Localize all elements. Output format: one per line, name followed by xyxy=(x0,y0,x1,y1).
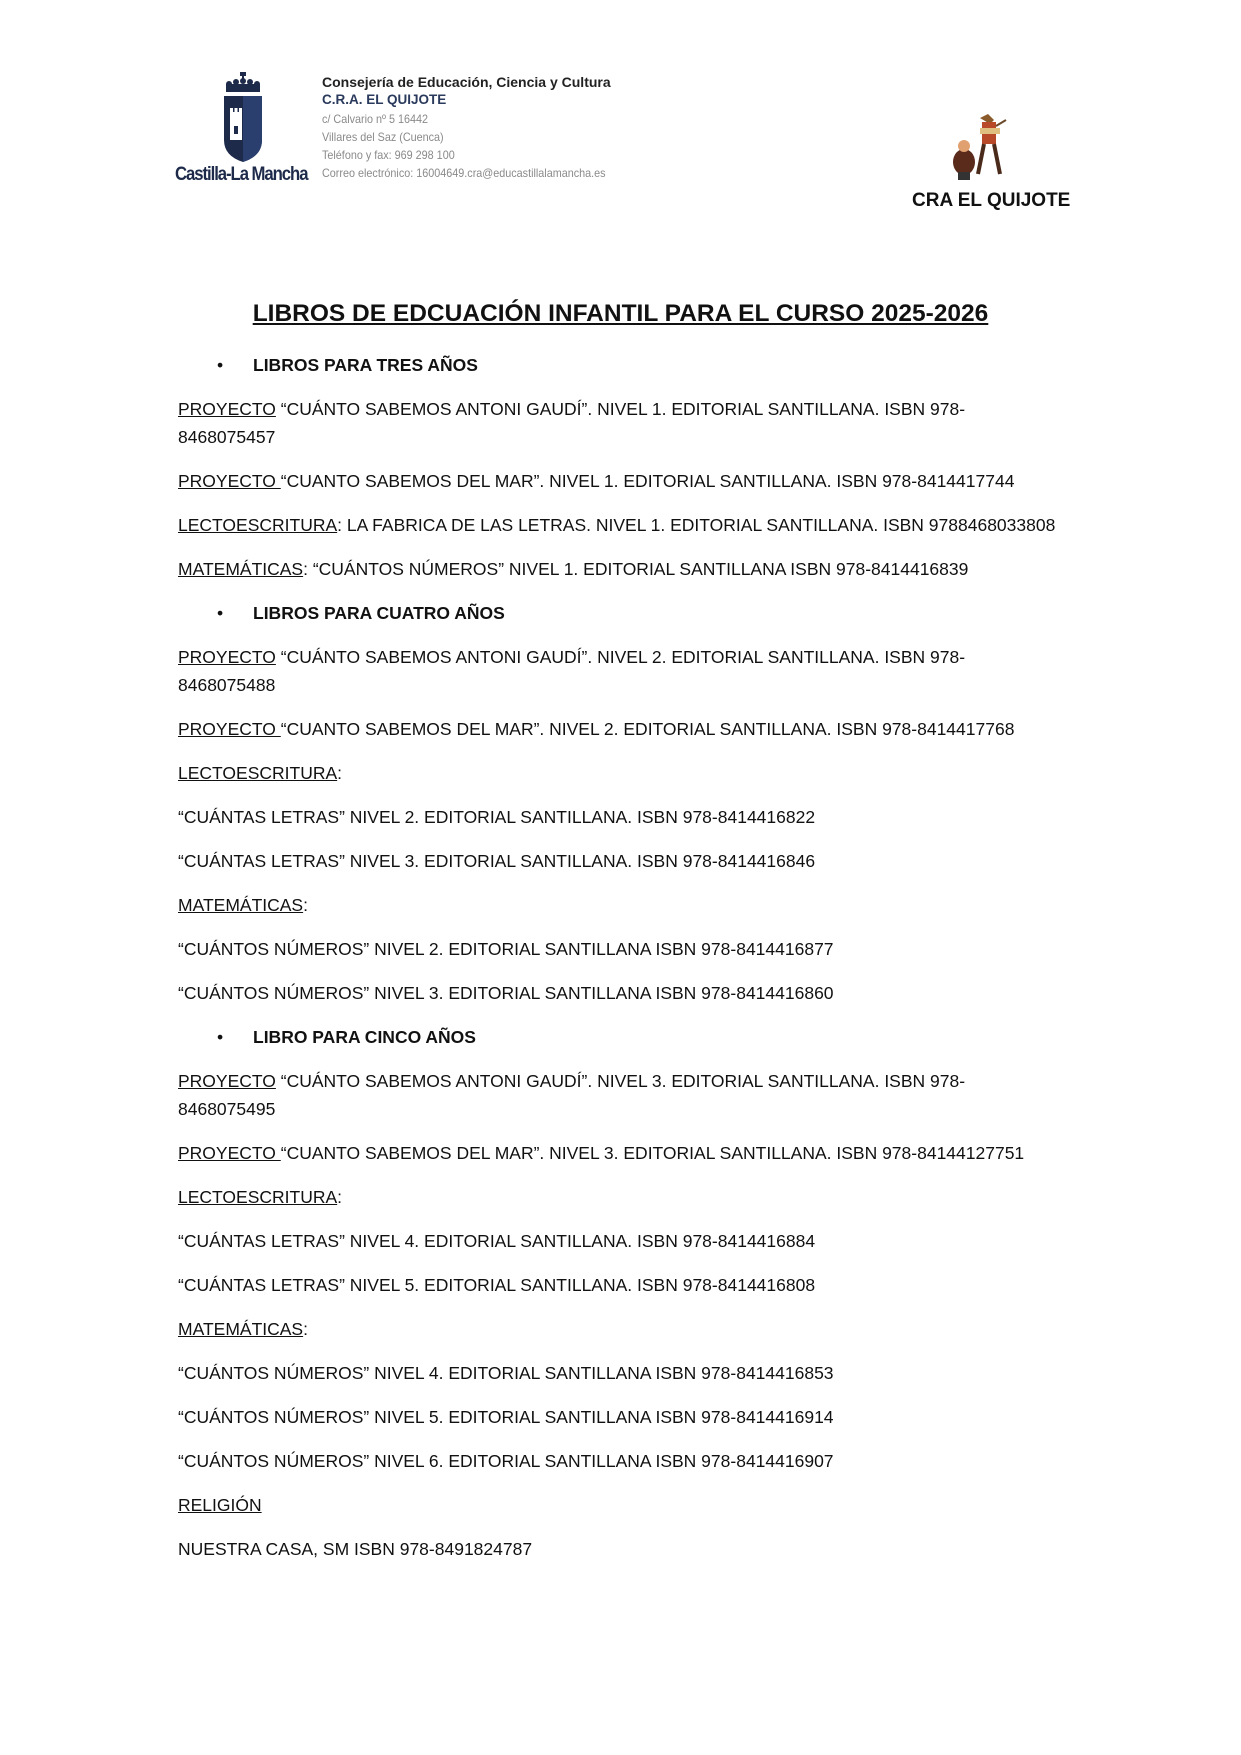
quijote-figure-icon xyxy=(950,112,1010,184)
book-entry xyxy=(178,715,1078,743)
entry-label: PROYECTO xyxy=(178,1071,276,1091)
book-entry xyxy=(178,1067,1078,1095)
entry-label: MATEMÁTICAS xyxy=(178,1319,304,1339)
book-entry-continuation: 8468075495 xyxy=(178,1099,276,1119)
org-phone: Teléfono y fax: 969 298 100 xyxy=(322,148,455,162)
entry-label: PROYECTO xyxy=(178,647,276,667)
entry-text: “CUANTO SABEMOS DEL MAR”. NIVEL 1. EDITORIAL SANTILLANA. ISBN 978-8414417744 xyxy=(280,471,1015,491)
label-colon: : xyxy=(337,1187,343,1207)
label-colon: : xyxy=(337,763,343,783)
section-heading-text: LIBRO PARA CINCO AÑOS xyxy=(253,1027,476,1047)
entry-label: LECTOESCRITURA xyxy=(178,763,338,783)
entry-text: : LA FABRICA DE LAS LETRAS. NIVEL 1. EDITORIAL SANTILLANA. ISBN 9788468033808 xyxy=(337,515,1056,535)
entry-text: “CUÁNTO SABEMOS ANTONI GAUDÍ”. NIVEL 2. EDITORIAL SANTILLANA. ISBN 978- xyxy=(275,647,966,667)
entry-label: MATEMÁTICAS xyxy=(178,559,304,579)
entry-text: : “CUÁNTOS NÚMEROS” NIVEL 1. EDITORIAL SANTILLANA ISBN 978-8414416839 xyxy=(303,559,969,579)
organization-info xyxy=(322,74,742,182)
entry-label: PROYECTO xyxy=(178,471,281,491)
book-entry xyxy=(178,1139,1078,1167)
book-entry: “CUÁNTAS LETRAS” NIVEL 3. EDITORIAL SANTILLANA. ISBN 978-8414416846 xyxy=(178,851,816,871)
book-entry: “CUÁNTAS LETRAS” NIVEL 4. EDITORIAL SANTILLANA. ISBN 978-8414416884 xyxy=(178,1231,816,1251)
school-name: CRA EL QUIJOTE xyxy=(912,190,1071,211)
entry-label: MATEMÁTICAS xyxy=(178,895,304,915)
book-entry: “CUÁNTOS NÚMEROS” NIVEL 4. EDITORIAL SANTILLANA ISBN 978-8414416853 xyxy=(178,1363,834,1383)
book-entry: “CUÁNTOS NÚMEROS” NIVEL 5. EDITORIAL SANTILLANA ISBN 978-8414416914 xyxy=(178,1407,834,1427)
castle-crest-icon xyxy=(220,72,266,164)
book-entry: “CUÁNTAS LETRAS” NIVEL 2. EDITORIAL SANTILLANA. ISBN 978-8414416822 xyxy=(178,807,816,827)
book-entry xyxy=(178,511,1078,539)
castilla-la-mancha-logo xyxy=(175,72,310,190)
subsection-label xyxy=(178,891,1078,919)
page-title: LIBROS DE EDCUACIÓN INFANTIL PARA EL CURSO 2025-2026 xyxy=(252,300,989,327)
entry-text: “CUÁNTO SABEMOS ANTONI GAUDÍ”. NIVEL 1. EDITORIAL SANTILLANA. ISBN 978- xyxy=(275,399,966,419)
entry-text: “CUÁNTO SABEMOS ANTONI GAUDÍ”. NIVEL 3. EDITORIAL SANTILLANA. ISBN 978- xyxy=(275,1071,966,1091)
book-entry-continuation: 8468075457 xyxy=(178,427,276,447)
book-entry xyxy=(178,643,1078,671)
org-town: Villares del Saz (Cuenca) xyxy=(322,130,444,144)
book-entry: “CUÁNTOS NÚMEROS” NIVEL 2. EDITORIAL SANTILLANA ISBN 978-8414416877 xyxy=(178,939,834,959)
subsection-label xyxy=(178,759,1078,787)
entry-label: PROYECTO xyxy=(178,399,276,419)
label-colon: : xyxy=(303,1319,308,1339)
entry-label: LECTOESCRITURA xyxy=(178,515,338,535)
religion-label xyxy=(178,1491,1078,1519)
book-entry xyxy=(178,467,1078,495)
entry-label: RELIGIÓN xyxy=(178,1495,262,1515)
subsection-label xyxy=(178,1183,1078,1211)
book-entry xyxy=(178,555,1078,583)
section-heading-text: LIBROS PARA CUATRO AÑOS xyxy=(253,603,505,623)
section-heading-text: LIBROS PARA TRES AÑOS xyxy=(253,355,478,375)
entry-label: LECTOESCRITURA xyxy=(178,1187,338,1207)
book-entry-continuation: 8468075488 xyxy=(178,675,276,695)
subsection-label xyxy=(178,1315,1078,1343)
quijote-mascot-image xyxy=(950,112,1010,184)
org-email: Correo electrónico: 16004649.cra@educastillalamancha.es xyxy=(322,166,606,180)
label-colon: : xyxy=(303,895,308,915)
entry-label: PROYECTO xyxy=(178,719,281,739)
org-address: c/ Calvario nº 5 16442 xyxy=(322,112,429,126)
book-entry: “CUÁNTAS LETRAS” NIVEL 5. EDITORIAL SANTILLANA. ISBN 978-8414416808 xyxy=(178,1275,816,1295)
book-entry: “CUÁNTOS NÚMEROS” NIVEL 3. EDITORIAL SANTILLANA ISBN 978-8414416860 xyxy=(178,983,834,1003)
book-entry: “CUÁNTOS NÚMEROS” NIVEL 6. EDITORIAL SANTILLANA ISBN 978-8414416907 xyxy=(178,1451,834,1471)
entry-text: “CUANTO SABEMOS DEL MAR”. NIVEL 2. EDITORIAL SANTILLANA. ISBN 978-8414417768 xyxy=(280,719,1015,739)
logo-wordmark: Castilla-La Mancha xyxy=(175,164,308,185)
org-school: C.R.A. EL QUIJOTE xyxy=(322,92,447,107)
org-department: Consejería de Educación, Ciencia y Cultura xyxy=(322,74,611,90)
book-entry xyxy=(178,395,1078,423)
book-entry: NUESTRA CASA, SM ISBN 978-8491824787 xyxy=(178,1539,533,1559)
entry-label: PROYECTO xyxy=(178,1143,281,1163)
entry-text: “CUANTO SABEMOS DEL MAR”. NIVEL 3. EDITORIAL SANTILLANA. ISBN 978-84144127751 xyxy=(280,1143,1025,1163)
